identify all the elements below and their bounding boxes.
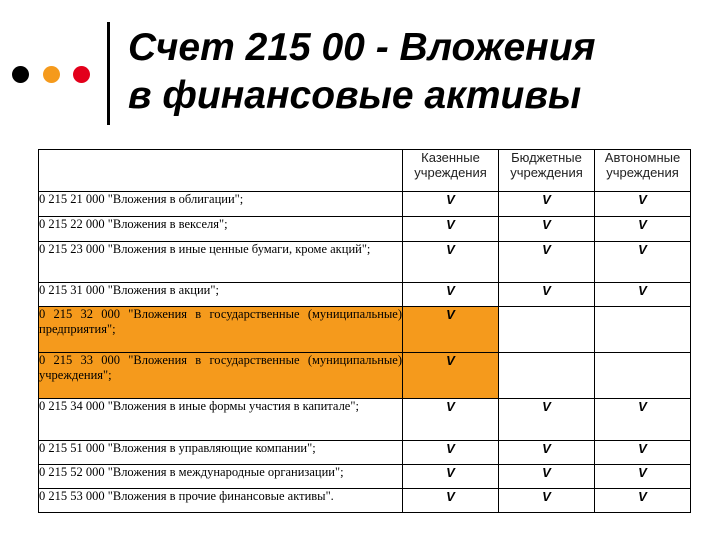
accounts-table [38,149,691,513]
account-description: 0 215 23 000 "Вложения в иные ценные бумаги, кроме акций"; [39,242,403,283]
applicability-mark: V [595,399,691,441]
table-row [39,283,691,307]
applicability-mark [499,353,595,399]
account-description: 0 215 32 000 "Вложения в государственные (муниципальные) предприятия"; [39,307,403,353]
applicability-mark [595,307,691,353]
applicability-mark: V [595,283,691,307]
applicability-mark: V [403,217,499,242]
applicability-mark: V [403,441,499,465]
applicability-mark [595,353,691,399]
applicability-mark: V [403,399,499,441]
applicability-mark: V [595,441,691,465]
account-description: 0 215 21 000 "Вложения в облигации"; [39,192,403,217]
table-row [39,242,691,283]
applicability-mark: V [403,242,499,283]
account-description: 0 215 53 000 "Вложения в прочие финансовые активы". [39,489,403,513]
table-row [39,217,691,242]
account-description: 0 215 33 000 "Вложения в государственные (муниципальные) учреждения"; [39,353,403,399]
slide-title-line-2: в финансовые активы [128,74,582,117]
column-header: Бюджетные учреждения [499,150,595,192]
column-header: Автономные учреждения [595,150,691,192]
account-description: 0 215 52 000 "Вложения в международные организации"; [39,465,403,489]
applicability-mark: V [595,489,691,513]
slide-title-line-1: Счет 215 00 - Вложения [128,26,596,69]
applicability-mark: V [499,242,595,283]
applicability-mark: V [499,192,595,217]
title-divider [107,22,110,125]
applicability-mark: V [403,465,499,489]
table-row [39,307,691,353]
account-description: 0 215 22 000 "Вложения в векселя"; [39,217,403,242]
applicability-mark: V [499,217,595,242]
applicability-mark: V [403,353,499,399]
red-dot-icon [73,66,90,83]
applicability-mark: V [499,399,595,441]
applicability-mark: V [499,283,595,307]
table-row [39,441,691,465]
slide-title [128,24,708,120]
header-blank-cell [39,150,403,192]
applicability-mark: V [595,465,691,489]
account-description: 0 215 34 000 "Вложения в иные формы участия в капитале"; [39,399,403,441]
applicability-mark: V [403,192,499,217]
table-row [39,353,691,399]
table-row [39,192,691,217]
applicability-mark: V [499,489,595,513]
black-dot-icon [12,66,29,83]
applicability-mark: V [403,307,499,353]
applicability-mark: V [499,441,595,465]
applicability-mark: V [403,489,499,513]
applicability-mark: V [595,192,691,217]
orange-dot-icon [43,66,60,83]
applicability-mark: V [595,242,691,283]
account-description: 0 215 51 000 "Вложения в управляющие компании"; [39,441,403,465]
applicability-mark: V [499,465,595,489]
table-row [39,399,691,441]
table-row [39,465,691,489]
account-description: 0 215 31 000 "Вложения в акции"; [39,283,403,307]
applicability-mark [499,307,595,353]
column-header: Казенные учреждения [403,150,499,192]
table-header-row [39,150,691,192]
table-row [39,489,691,513]
applicability-mark: V [403,283,499,307]
applicability-mark: V [595,217,691,242]
